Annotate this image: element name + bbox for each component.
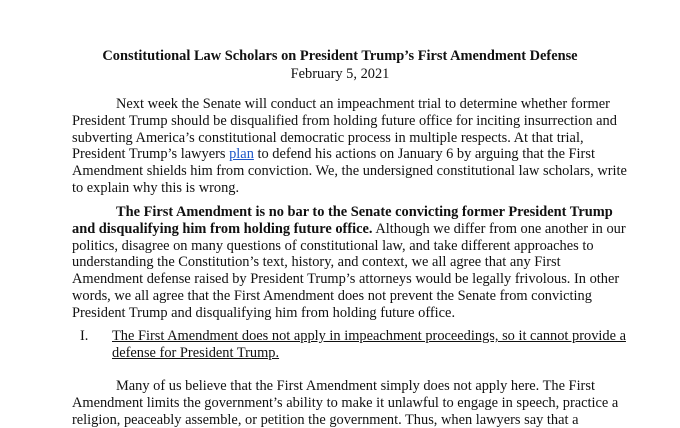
intro-line-5: Amendment shields him from conviction. We, the undersigned constitutional law scholars, write <box>72 163 627 180</box>
intro-line-4-before: President Trump’s lawyers <box>72 146 230 163</box>
body-line-2: Amendment limits the government’s ability to make it unlawful to engage in speech, practice a <box>72 394 619 411</box>
plan-link[interactable]: plan <box>229 146 254 163</box>
body-line-1: Many of us believe that the First Amendment simply does not apply here. The First <box>116 378 595 394</box>
thesis-line-5: Amendment defense raised by President Trump’s attorneys would be legally frivolous. In other <box>72 271 620 288</box>
thesis-line-2-rest: Although we differ from one another in our <box>372 220 626 237</box>
section-heading-line-1: The First Amendment does not apply in impeachment proceedings, so it cannot provide a <box>112 328 626 344</box>
intro-paragraph <box>72 96 627 197</box>
thesis-line-2-bold: and disqualifying him from holding future office. <box>72 220 373 237</box>
document-title: Constitutional Law Scholars on President Trump’s First Amendment Defense <box>102 48 578 64</box>
body-line-3: religion, peaceably assemble, or petition the government. Thus, when lawyers say that a <box>72 411 579 428</box>
intro-line-4 <box>72 146 612 163</box>
intro-line-4-after: to defend his actions on January 6 by arguing that the First <box>253 146 595 163</box>
intro-line-1: Next week the Senate will conduct an impeachment trial to determine whether former <box>116 96 610 112</box>
document-date: February 5, 2021 <box>290 66 390 82</box>
body-paragraph <box>72 378 619 428</box>
section-number: I. <box>80 328 89 344</box>
section-heading-line-2: defense for President Trump. <box>112 344 280 361</box>
thesis-line-4: understanding the Constitution’s text, history, and context, we all agree that any First <box>72 254 561 271</box>
intro-line-6: to explain why this is wrong. <box>72 179 240 196</box>
thesis-line-7: President Trump and disqualifying him from holding future office. <box>72 304 456 321</box>
thesis-line-3: politics, disagree on many questions of constitutional law, and take different approaches to <box>72 237 594 254</box>
thesis-line-6: words, we all agree that the First Amendment does not prevent the Senate from convicting <box>72 287 592 304</box>
intro-line-2: President Trump should be disqualified from holding future office for inciting insurrection and <box>72 112 617 129</box>
thesis-line-1: The First Amendment is no bar to the Senate convicting former President Trump <box>116 204 613 220</box>
thesis-paragraph <box>72 204 626 322</box>
section-heading-text <box>112 328 626 362</box>
thesis-line-2 <box>72 220 626 238</box>
intro-line-3: subverting America’s constitutional democratic process in multiple respects. At that trial, <box>72 129 584 146</box>
